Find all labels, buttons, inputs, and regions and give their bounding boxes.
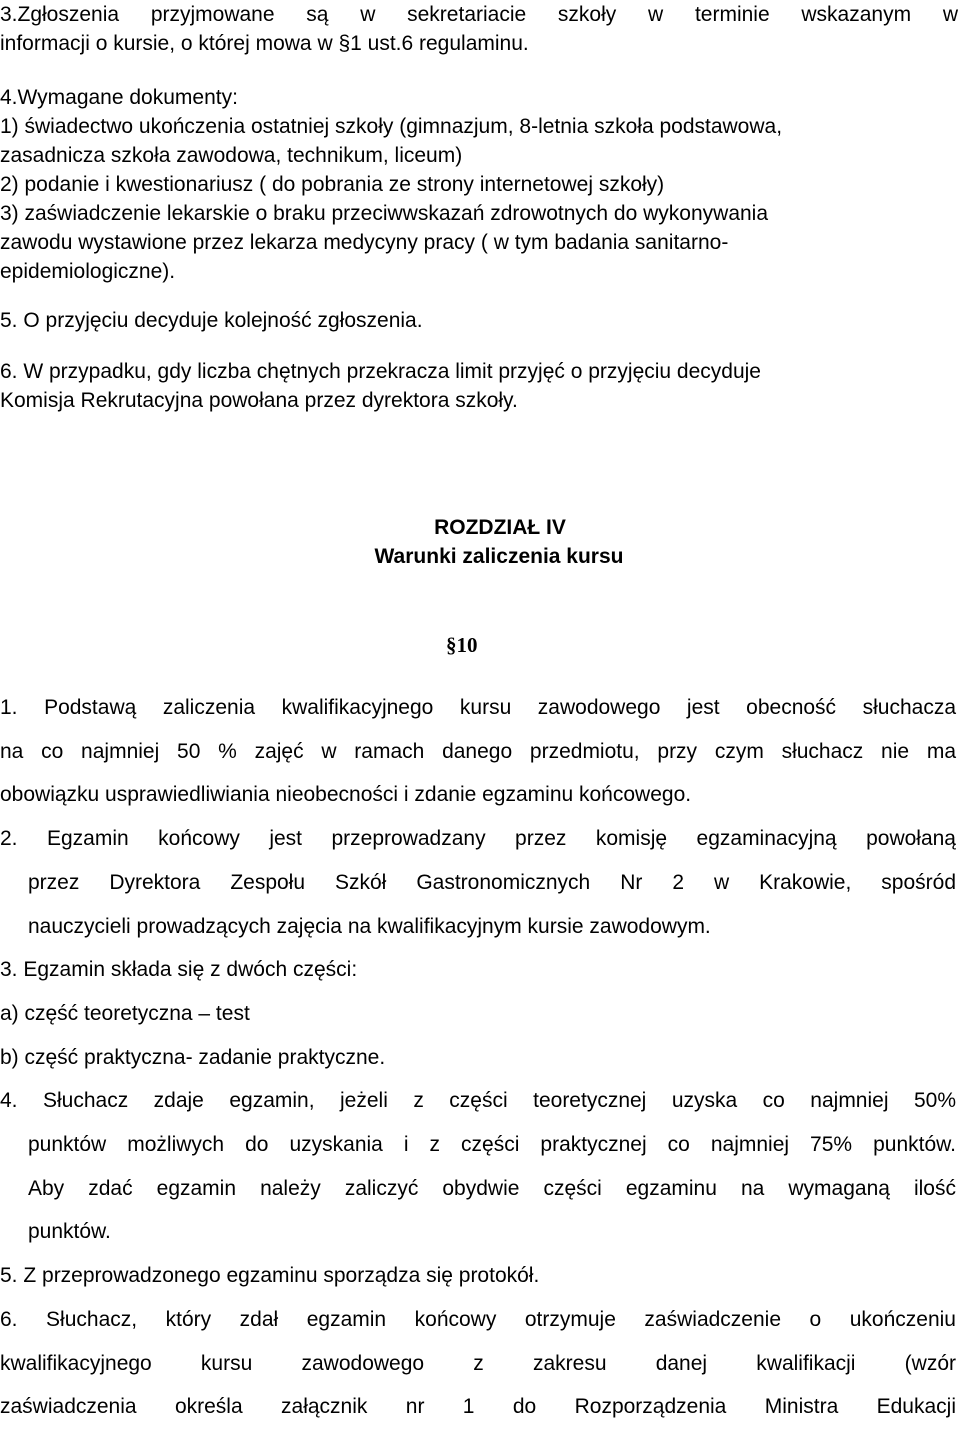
- s4-line4: punktów.: [28, 1220, 111, 1244]
- s4-line3: Aby zdać egzamin należy zaliczyć obydwie części egzaminu na wymaganą ilość: [28, 1176, 956, 1200]
- s5-text: 5. Z przeprowadzonego egzaminu sporządza się protokół.: [0, 1264, 540, 1288]
- s4-line1: 4. Słuchacz zdaje egzamin, jeżeli z części teoretycznej uzyska co najmniej 50%: [0, 1089, 956, 1113]
- p4-item2: 2) podanie i kwestionariusz ( do pobrania ze strony internetowej szkoły): [0, 173, 665, 196]
- s6-line3: zaświadczenia określa załącznik nr 1 do Rozporządzenia Ministra Edukacji: [0, 1395, 956, 1419]
- s1-line3: obowiązku usprawiedliwiania nieobecności i zdanie egzaminu końcowego.: [0, 783, 692, 807]
- chapter-subtitle: Warunki zaliczenia kursu: [374, 545, 624, 568]
- p6-line1: 6. W przypadku, gdy liczba chętnych przekracza limit przyjęć o przyjęciu decyduje: [0, 360, 761, 383]
- paragraph-number: §10: [446, 633, 478, 657]
- chapter-title: ROZDZIAŁ IV: [434, 516, 566, 539]
- p3-line1: 3.Zgłoszenia przyjmowane są w sekretariacie szkoły w terminie wskazanym w: [0, 3, 958, 26]
- s3a-text: a) część teoretyczna – test: [0, 1001, 250, 1025]
- s3-text: 3. Egzamin składa się z dwóch części:: [0, 958, 358, 982]
- s2-line3: nauczycieli prowadzących zajęcia na kwalifikacyjnym kursie zawodowym.: [28, 914, 711, 938]
- s2-line1: 2. Egzamin końcowy jest przeprowadzany przez komisję egzaminacyjną powołaną: [0, 827, 956, 851]
- s2-line2: przez Dyrektora Zespołu Szkół Gastronomicznych Nr 2 w Krakowie, spośród: [28, 870, 956, 894]
- p5-text: 5. O przyjęciu decyduje kolejność zgłoszenia.: [0, 309, 423, 332]
- s3b-text: b) część praktyczna- zadanie praktyczne.: [0, 1045, 386, 1069]
- s4-line2: punktów możliwych do uzyskania i z części praktycznej co najmniej 75% punktów.: [28, 1133, 956, 1157]
- p4-item3-line1: 3) zaświadczenie lekarskie o braku przeciwwskazań zdrowotnych do wykonywania: [0, 202, 769, 225]
- s1-line1: 1. Podstawą zaliczenia kwalifikacyjnego kursu zawodowego jest obecność słuchacza: [0, 696, 956, 719]
- s6-line1: 6. Słuchacz, który zdał egzamin końcowy otrzymuje zaświadczenie o ukończeniu: [0, 1307, 956, 1331]
- p4-item1-line2: zasadnicza szkoła zawodowa, technikum, liceum): [0, 144, 463, 167]
- p4-item3-line3: epidemiologiczne).: [0, 260, 176, 283]
- s6-line2: kwalifikacyjnego kursu zawodowego z zakresu danej kwalifikacji (wzór: [0, 1351, 956, 1375]
- p4-item1-line1: 1) świadectwo ukończenia ostatniej szkoły (gimnazjum, 8-letnia szkoła podstawowa,: [0, 115, 783, 138]
- s1-line2: na co najmniej 50 % zajęć w ramach danego przedmiotu, przy czym słuchacz nie ma: [0, 739, 956, 763]
- admission-section: [0, 0, 958, 415]
- p6-line2: Komisja Rekrutacyjna powołana przez dyrektora szkoły.: [0, 389, 518, 412]
- p3-line2: informacji o kursie, o której mowa w §1 ust.6 regulaminu.: [0, 32, 529, 55]
- completion-conditions-section: [0, 686, 956, 1429]
- p4-heading: 4.Wymagane dokumenty:: [0, 86, 238, 109]
- p4-item3-line2: zawodu wystawione przez lekarza medycyny pracy ( w tym badania sanitarno-: [0, 231, 729, 254]
